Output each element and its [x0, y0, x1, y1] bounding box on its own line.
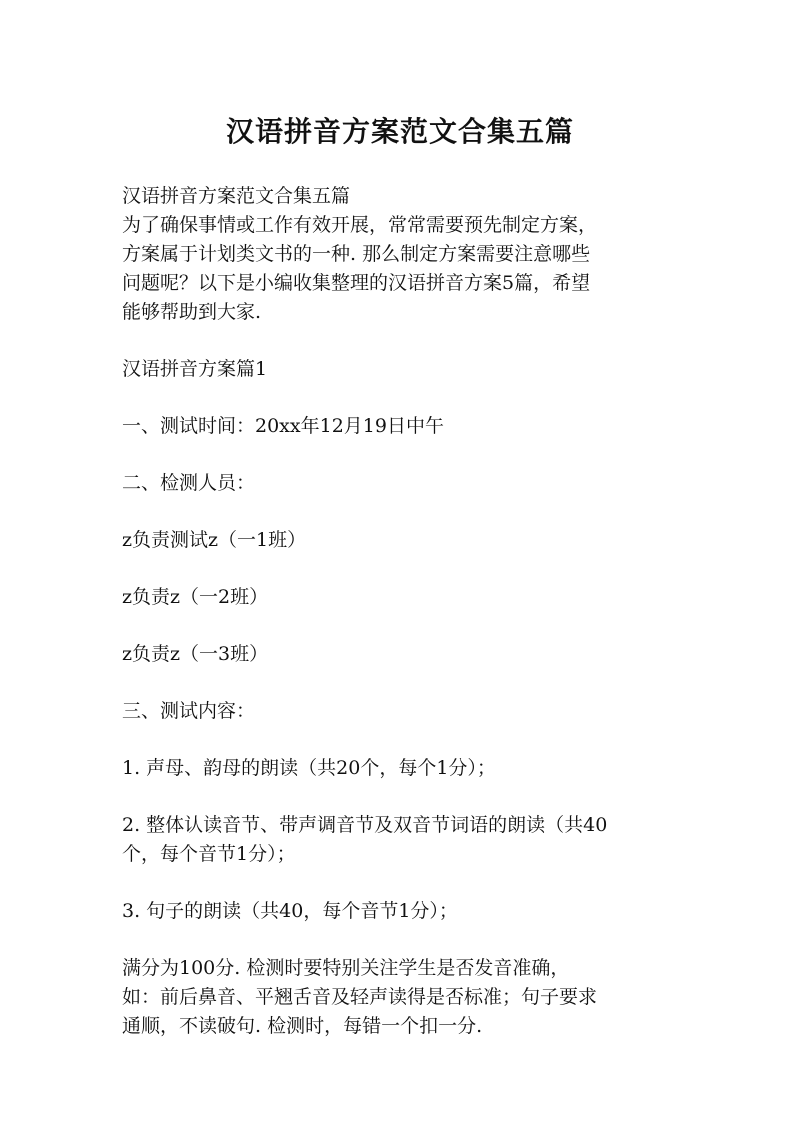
staff-line: z负责z（一3班） [122, 643, 269, 665]
document-body [122, 182, 667, 1041]
test-item-3: 3. 句子的朗读（共40，每个音节1分）； [122, 900, 458, 922]
staff-heading: 二、检测人员： [122, 472, 256, 494]
scoring-line: 如：前后鼻音、平翘舌音及轻声读得是否标准；句子要求 [122, 986, 598, 1008]
test-item-2 [122, 811, 667, 869]
scoring-line: 通顺，不读破句. 检测时，每错一个扣一分. [122, 1015, 483, 1037]
test-item-2-line: 2. 整体认读音节、带声调音节及双音节词语的朗读（共40 [122, 814, 608, 836]
test-item-1: 1. 声母、韵母的朗读（共20个，每个1分）； [122, 757, 496, 779]
staff-line: z负责测试z（一1班） [122, 529, 307, 551]
intro-line: 问题呢？以下是小编收集整理的汉语拼音方案5篇，希望 [122, 272, 591, 294]
intro-line: 能够帮助到大家. [122, 301, 262, 323]
intro-line: 汉语拼音方案范文合集五篇 [122, 185, 351, 207]
test-time: 一、测试时间：20xx年12月19日中午 [122, 415, 444, 437]
staff-line: z负责z（一2班） [122, 586, 269, 608]
scoring-paragraph [122, 954, 667, 1041]
content-heading: 三、测试内容： [122, 700, 256, 722]
test-item-2-line: 个，每个音节1分）； [122, 843, 296, 865]
intro-paragraph [122, 182, 667, 327]
scoring-line: 满分为100分. 检测时要特别关注学生是否发音准确， [122, 957, 570, 979]
section-heading: 汉语拼音方案篇1 [122, 358, 268, 380]
intro-line: 方案属于计划类文书的一种. 那么制定方案需要注意哪些 [122, 243, 591, 265]
document-title: 汉语拼音方案范文合集五篇 [225, 115, 574, 148]
intro-line: 为了确保事情或工作有效开展，常常需要预先制定方案， [122, 214, 598, 236]
